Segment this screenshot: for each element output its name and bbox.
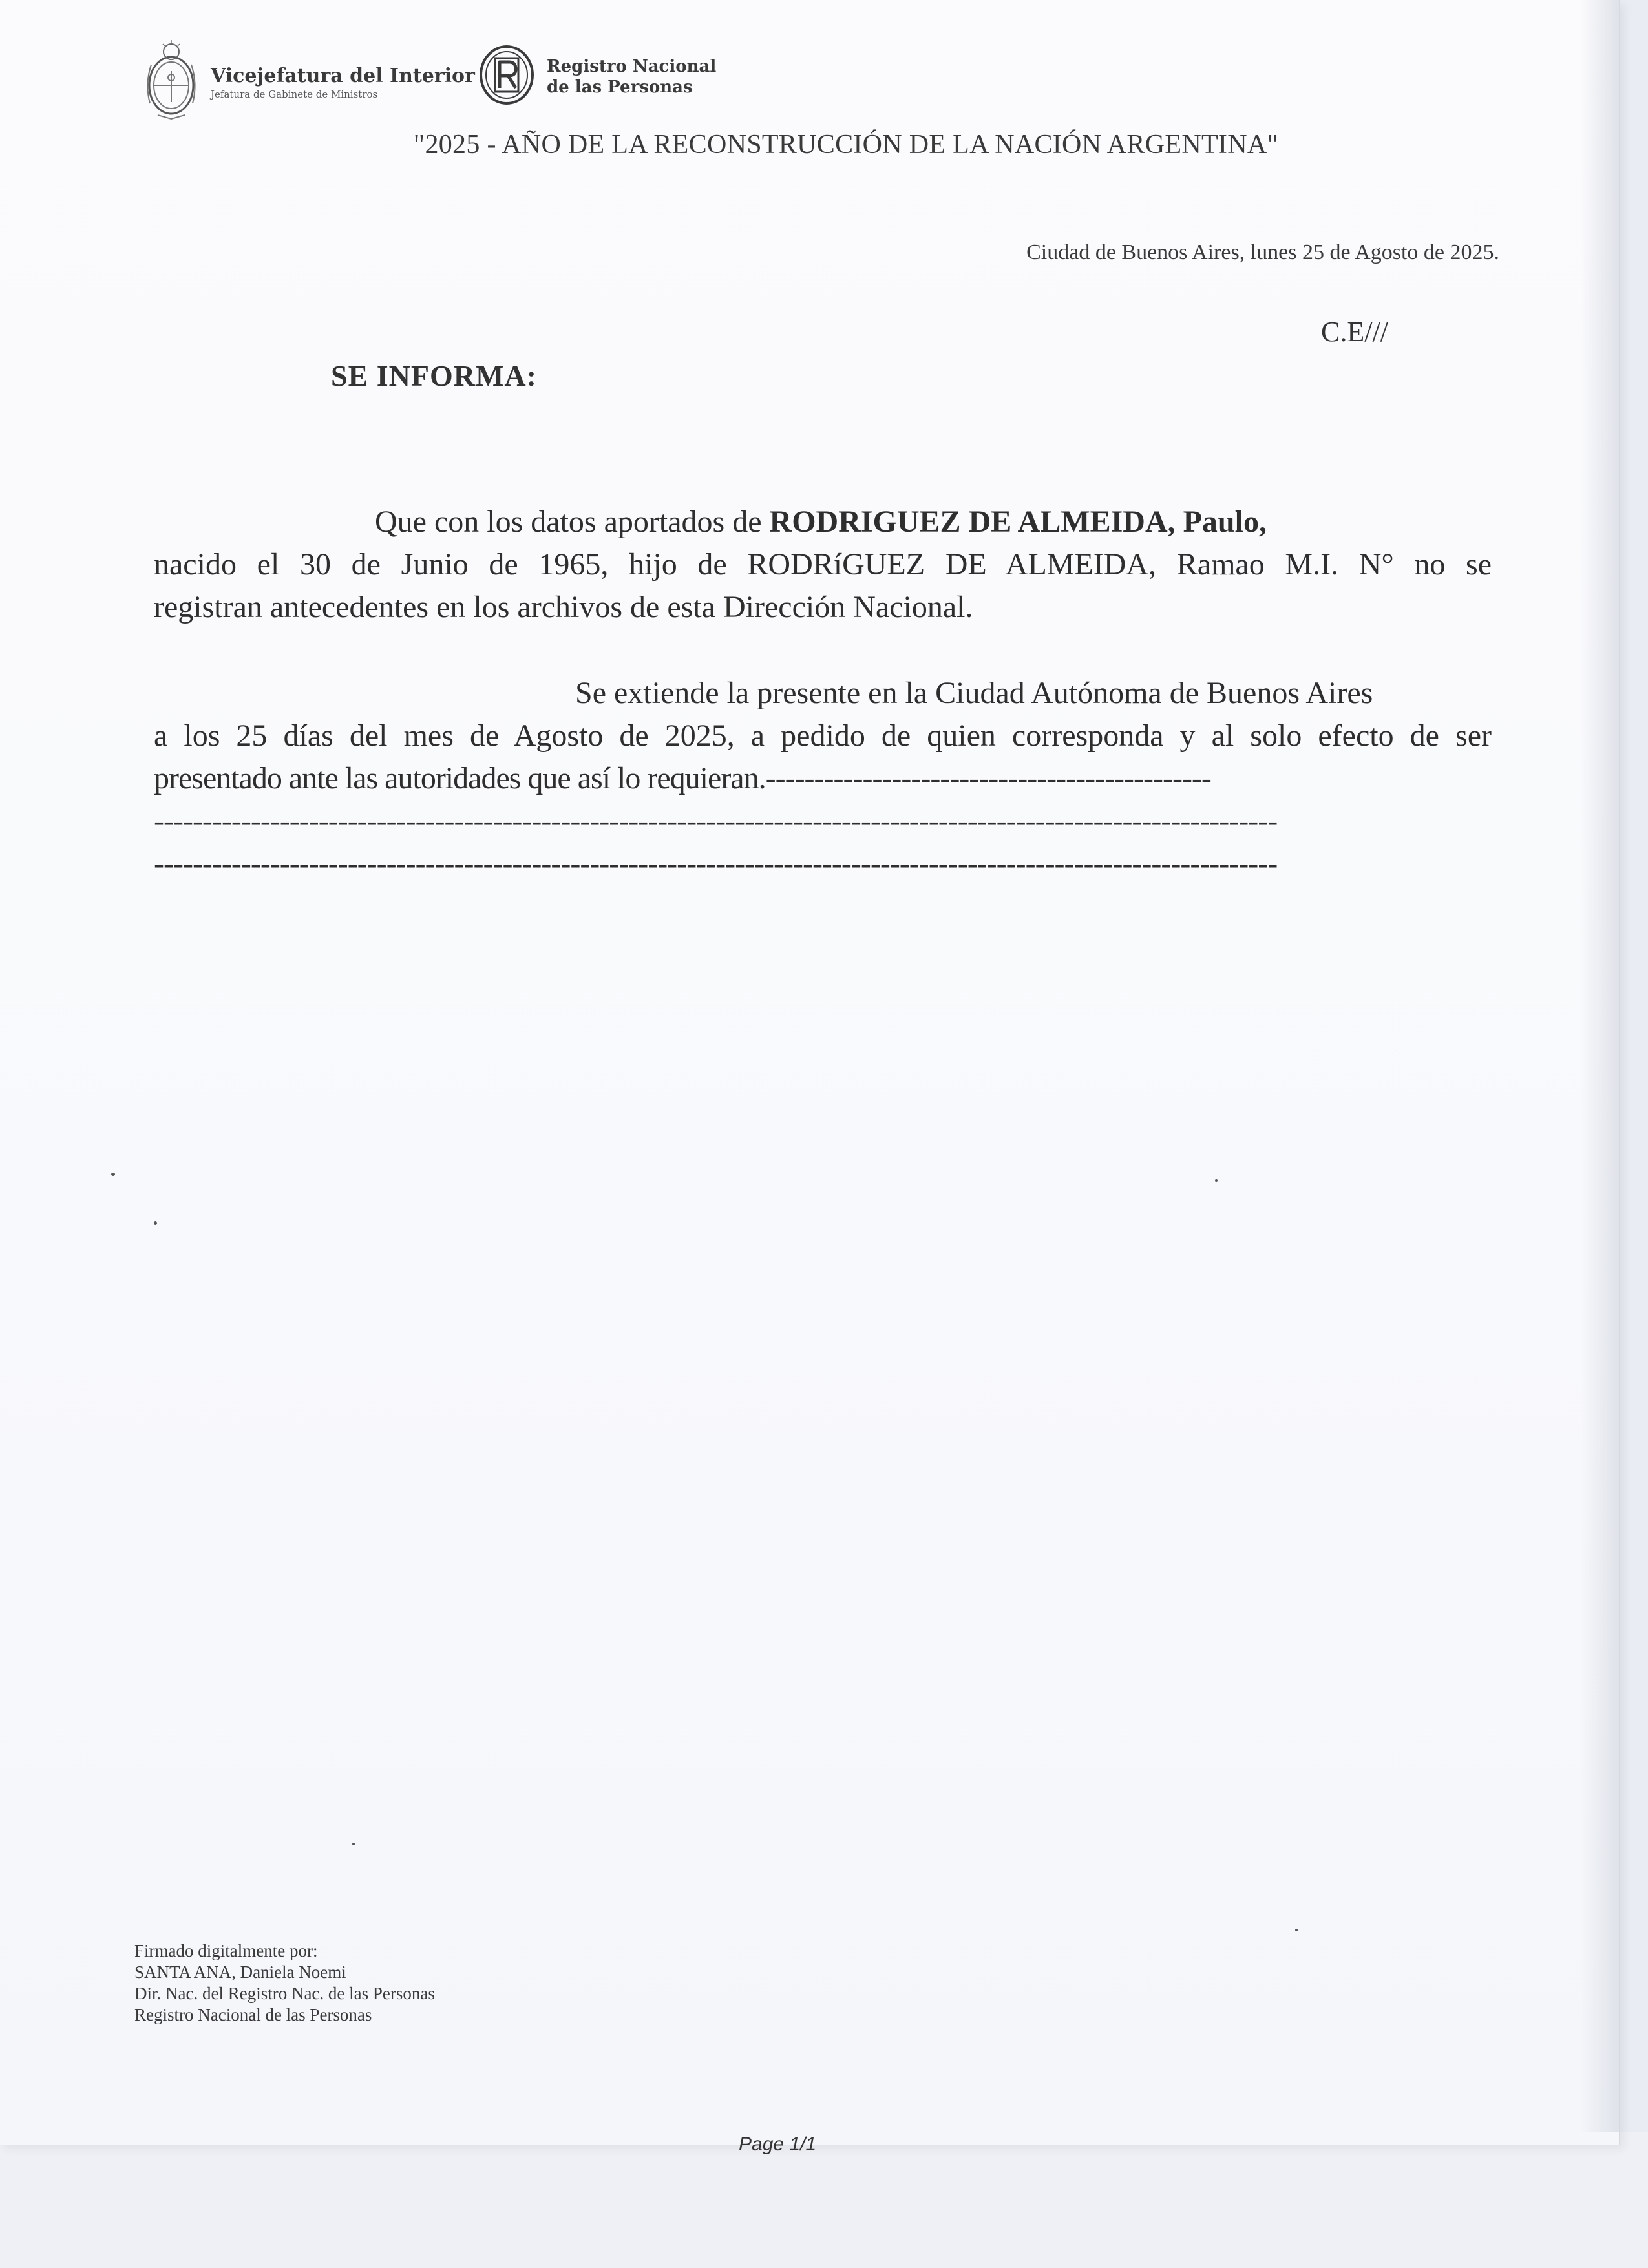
vicejefatura-logo (143, 39, 475, 126)
dash-filler-line-1: -------------------------------------------------------------------------------------------------------------------- (154, 804, 1278, 838)
subject-name: RODRIGUEZ DE ALMEIDA, Paulo, (769, 505, 1267, 539)
paragraph-1-intro: Que con los datos aportados de (375, 505, 770, 539)
signer-title: Dir. Nac. del Registro Nac. de las Personas (134, 1984, 435, 2003)
scan-speck (1295, 1929, 1298, 1931)
paragraph-1-line-3: registran antecedentes en los archivos de esta Dirección Nacional. (154, 590, 973, 624)
scan-speck (111, 1173, 115, 1176)
paragraph-1-line-2: nacido el 30 de Junio de 1965, hijo de RODRíGUEZ DE ALMEIDA, Ramao M.I. N° no se (154, 547, 1492, 582)
signer-organization: Registro Nacional de las Personas (134, 2005, 372, 2024)
year-motto: "2025 - AÑO DE LA RECONSTRUCCIÓN DE LA NACIÓN ARGENTINA" (414, 130, 1278, 160)
reference-code: C.E/// (1321, 316, 1388, 348)
page-number: Page 1/1 (739, 2134, 817, 2155)
paragraph-informa (154, 501, 1492, 629)
digital-signature-block (134, 1940, 435, 2026)
signer-name: SANTA ANA, Daniela Noemi (134, 1962, 346, 1982)
scan-speck (1215, 1179, 1218, 1182)
dash-filler-line-2: -------------------------------------------------------------------------------------------------------------------- (154, 846, 1278, 881)
org-sub-name: Jefatura de Gabinete de Ministros (211, 88, 378, 100)
scan-speck (154, 1221, 157, 1225)
registry-name-line2: de las Personas (547, 77, 693, 97)
coat-of-arms-icon (143, 39, 199, 126)
background-surface (0, 2132, 1648, 2268)
paragraph-1-line-1 (154, 501, 1492, 543)
page-edge-shadow (1580, 0, 1619, 2132)
paragraph-2-line-1: Se extiende la presente en la Ciudad Autónoma de Buenos Aires (575, 676, 1373, 710)
paragraph-2-line-2: a los 25 días del mes de Agosto de 2025, a pedido de quien corresponda y al solo efecto de ser (154, 719, 1492, 753)
renaper-r-logo-icon (478, 44, 535, 109)
signature-label: Firmado digitalmente por: (134, 1941, 318, 1960)
registry-name-line1: Registro Nacional (547, 56, 717, 76)
org-main-name: Vicejefatura del Interior (211, 64, 475, 87)
registro-nacional-logo (478, 44, 716, 109)
date-line: Ciudad de Buenos Aires, lunes 25 de Agosto de 2025. (1026, 240, 1499, 264)
document-heading: SE INFORMA: (331, 359, 537, 392)
paragraph-2-line-3: presentado ante las autoridades que así lo requieran.---------------------------------------------- (154, 761, 1211, 795)
scan-speck (352, 1843, 355, 1845)
paragraph-extiende (154, 672, 1492, 885)
